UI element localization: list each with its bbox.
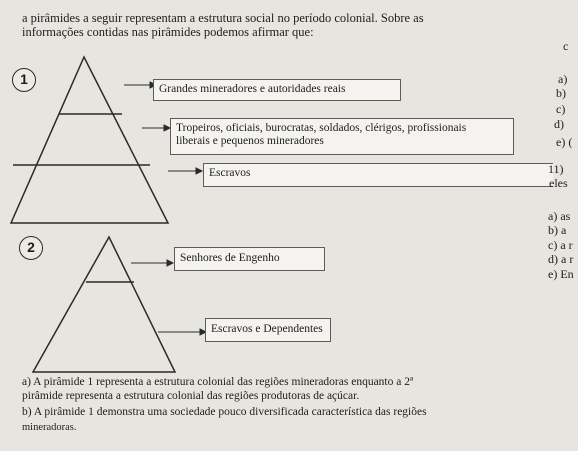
side-text-3: c) [556, 102, 566, 116]
pyramid-1-number: 1 [12, 68, 36, 92]
side-text-8: a) as [548, 209, 571, 223]
pyramid-2-level-base: Escravos e Dependentes [205, 318, 331, 342]
pyramid-1-level-middle-line-2: liberais e pequenos mineradores [176, 135, 324, 147]
pyramid-1-level-middle-line-1: Tropeiros, oficiais, burocratas, soldados, clérigos, profissionais [176, 122, 467, 134]
pyramid-1-level-base: Escravos [203, 163, 553, 187]
pyramid-2-arrows [131, 260, 206, 335]
intro-line-1: a pirâmides a seguir representam a estrutura social no período colonial. Sobre as [22, 11, 424, 25]
option-a-line-1: a) A pirâmide 1 representa a estrutura colonial das regiões mineradoras enquanto a 2ª [22, 376, 414, 388]
side-text-12: e) En [548, 267, 574, 281]
side-text-7: eles [549, 176, 568, 190]
pyramid-1-level-middle [170, 118, 514, 155]
side-text-2: b) [556, 86, 566, 100]
option-b-line-1: b) A pirâmide 1 demonstra uma sociedade pouco diversificada característica das regiões [22, 406, 427, 418]
pyramid-1-level-top: Grandes mineradores e autoridades reais [153, 79, 401, 101]
side-text-5: e) ( [556, 135, 573, 149]
side-text-1: a) [558, 72, 568, 86]
pyramid-2-shape [33, 237, 175, 372]
side-text-6: 11) [548, 162, 564, 176]
side-text-0: c [563, 39, 569, 53]
option-a-line-2: pirâmide representa a estrutura colonial das regiões produtoras de açúcar. [22, 390, 360, 402]
intro-line-2: informações contidas nas pirâmides podemos afirmar que: [22, 25, 314, 39]
pyramid-2-level-top: Senhores de Engenho [174, 247, 325, 271]
side-text-4: d) [554, 117, 564, 131]
side-text-11: d) a r [548, 252, 574, 266]
side-text-9: b) a [548, 223, 567, 237]
option-b-line-2: mineradoras. [22, 422, 77, 433]
pyramid-2-number: 2 [19, 236, 43, 260]
side-text-10: c) a r [548, 238, 573, 252]
